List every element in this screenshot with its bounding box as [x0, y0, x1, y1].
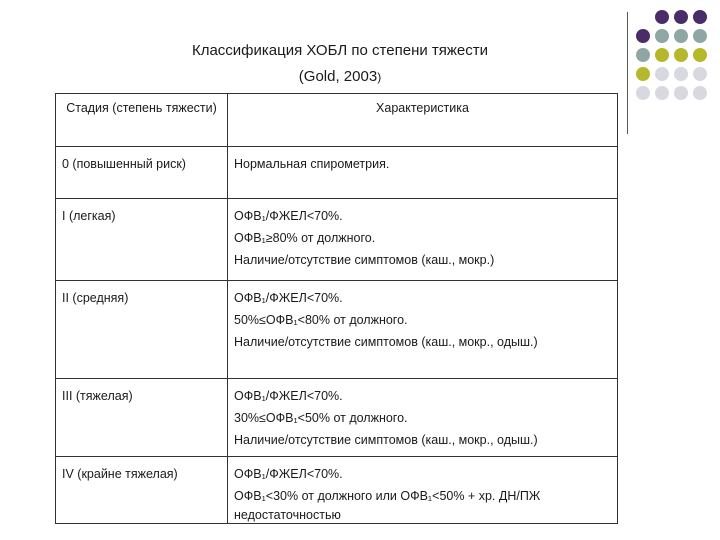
table-row [56, 199, 618, 281]
title-source: (Gold, 2003 [298, 68, 378, 85]
decorative-dot [693, 86, 707, 100]
table-row [56, 457, 618, 524]
characteristic-line: Наличие/отсутствие симптомов (каш., мокр., одыш.) [234, 433, 538, 447]
table-row [56, 281, 618, 379]
characteristic-line: ОФВ₁≥80% от должного. [234, 231, 376, 245]
slide-title [130, 38, 550, 90]
stage-cell: III (тяжелая) [56, 379, 228, 457]
decorative-dot [655, 86, 669, 100]
characteristic-cell [228, 281, 618, 379]
characteristic-line: Наличие/отсутствие симптомов (каш., мокр.) [234, 253, 495, 267]
decorative-dot [693, 10, 707, 24]
header-characteristic: Характеристика [228, 94, 618, 147]
title-line-1: Классификация ХОБЛ по степени тяжести [191, 42, 489, 59]
decorative-dot [674, 48, 688, 62]
characteristic-cell [228, 147, 618, 199]
characteristic-line: ОФВ₁/ФЖЕЛ<70%. [234, 389, 343, 403]
title-source-close: ) [377, 70, 382, 84]
decorative-dot [674, 29, 688, 43]
characteristic-line: 50%≤ОФВ₁<80% от должного. [234, 313, 408, 327]
characteristic-cell [228, 199, 618, 281]
decorative-dot [636, 48, 650, 62]
table-row [56, 379, 618, 457]
title-line-2 [130, 64, 550, 90]
characteristic-line: ОФВ₁/ФЖЕЛ<70%. [234, 291, 343, 305]
stage-cell: IV (крайне тяжелая) [56, 457, 228, 524]
stage-cell: 0 (повышенный риск) [56, 147, 228, 199]
decorative-dot [636, 86, 650, 100]
decorative-divider [627, 12, 628, 134]
decorative-dot [636, 29, 650, 43]
stage-cell: II (средняя) [56, 281, 228, 379]
stage-cell: I (легкая) [56, 199, 228, 281]
decorative-dot [655, 48, 669, 62]
characteristic-line: ОФВ₁/ФЖЕЛ<70%. [234, 209, 343, 223]
decorative-dot [693, 48, 707, 62]
decorative-dot [655, 67, 669, 81]
characteristic-line: ОФВ₁<30% от должного или ОФВ₁<50% + хр. ДН/ПЖ [234, 489, 541, 503]
gold-classification-table [55, 93, 618, 524]
characteristic-line: 30%≤ОФВ₁<50% от должного. [234, 411, 408, 425]
characteristic-line: недостаточностью [234, 508, 341, 522]
characteristic-cell [228, 379, 618, 457]
decorative-dot [655, 29, 669, 43]
decorative-dot [693, 67, 707, 81]
decorative-dot [693, 29, 707, 43]
table-row [56, 147, 618, 199]
decorative-dot [655, 10, 669, 24]
table-header-row [56, 94, 618, 147]
characteristic-line: Наличие/отсутствие симптомов (каш., мокр., одыш.) [234, 335, 538, 349]
decorative-dot [674, 67, 688, 81]
characteristic-line: ОФВ₁/ФЖЕЛ<70%. [234, 467, 343, 481]
characteristic-line: Нормальная спирометрия. [234, 157, 390, 171]
characteristic-cell [228, 457, 618, 524]
decorative-dot-grid [636, 10, 720, 120]
decorative-dot [674, 86, 688, 100]
decorative-dot [636, 67, 650, 81]
decorative-dot [674, 10, 688, 24]
header-stage: Стадия (степень тяжести) [56, 94, 228, 147]
